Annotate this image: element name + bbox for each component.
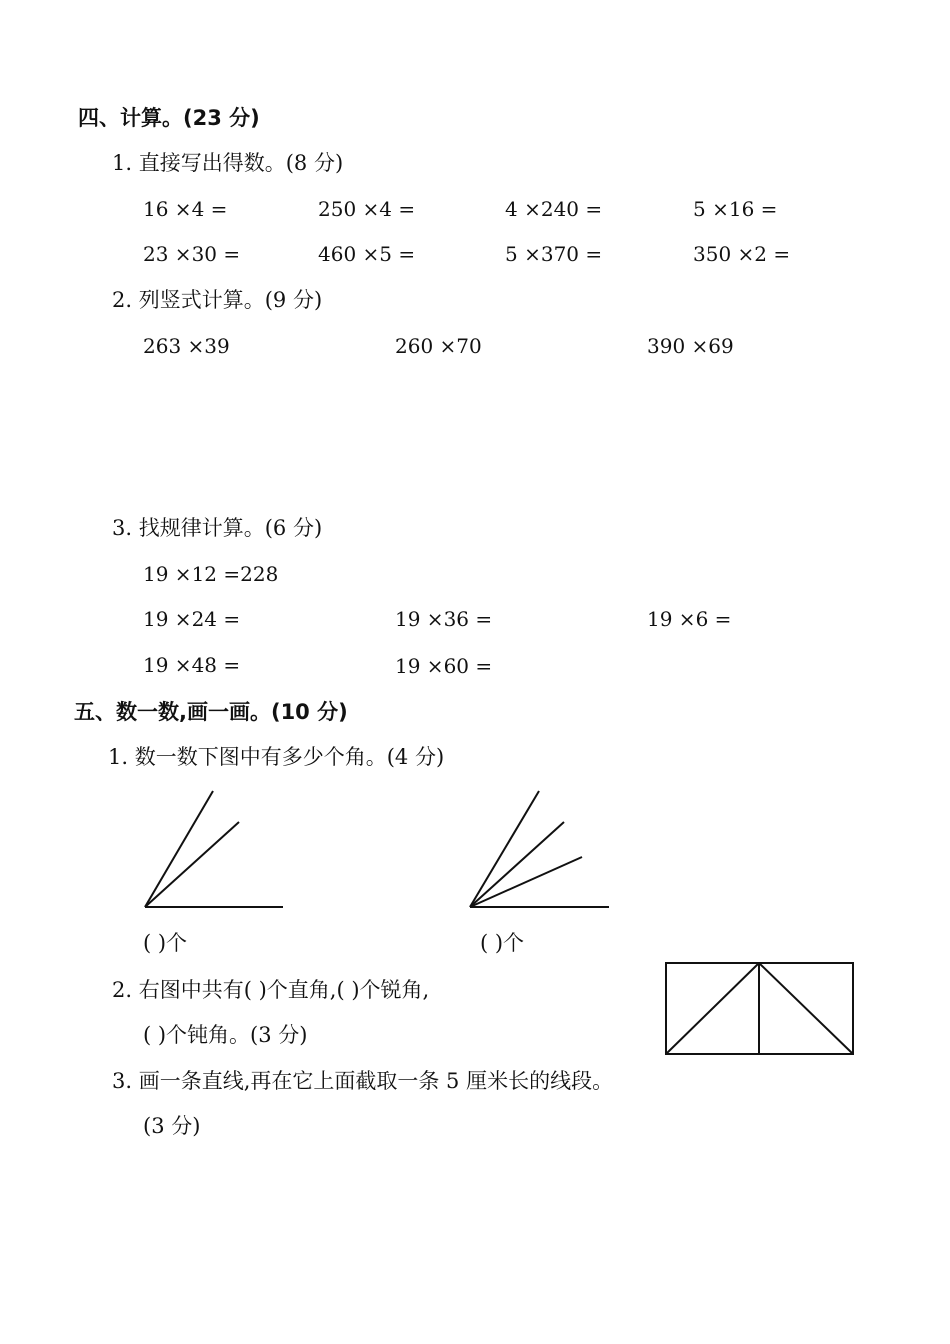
angle-ray (470, 857, 582, 907)
vertical-calc-item: 263 ×39 (143, 334, 230, 358)
section-5-title: 五、数一数,画一画。(10 分) (74, 700, 348, 724)
question-2-line-1: 2. 右图中共有( )个直角,( )个锐角, (112, 978, 430, 1002)
diagonal-line (666, 963, 759, 1054)
equation: 5 ×370 = (505, 242, 603, 266)
question-3-line-1: 3. 画一条直线,再在它上面截取一条 5 厘米长的线段。 (112, 1069, 614, 1093)
answer-blank: ( )个 (143, 931, 188, 955)
equation: 16 ×4 = (143, 197, 228, 221)
equation: 19 ×6 = (647, 607, 732, 631)
question-1-title: 1. 数一数下图中有多少个角。(4 分) (108, 745, 445, 769)
equation: 23 ×30 = (143, 242, 241, 266)
vertical-calc-item: 390 ×69 (647, 334, 734, 358)
example-equation: 19 ×12 =228 (143, 562, 279, 586)
equation: 19 ×48 = (143, 653, 241, 677)
angle-figure-1 (145, 791, 283, 907)
question-1-title: 1. 直接写出得数。(8 分) (112, 151, 344, 175)
angle-ray (145, 822, 239, 907)
question-2-title: 2. 列竖式计算。(9 分) (112, 288, 323, 312)
equation: 250 ×4 = (318, 197, 416, 221)
question-3-title: 3. 找规律计算。(6 分) (112, 516, 323, 540)
vertical-calc-item: 260 ×70 (395, 334, 482, 358)
angle-figure-2 (470, 791, 609, 907)
section-4-title: 四、计算。(23 分) (78, 106, 260, 130)
diagonal-line (759, 963, 853, 1054)
question-3-line-2: (3 分) (143, 1114, 201, 1138)
equation: 350 ×2 = (693, 242, 791, 266)
equation: 19 ×36 = (395, 607, 493, 631)
answer-blank: ( )个 (480, 931, 525, 955)
equation: 19 ×60 = (395, 654, 493, 678)
angle-ray (470, 822, 564, 907)
angle-ray (470, 791, 539, 907)
equation: 460 ×5 = (318, 242, 416, 266)
rectangle-triangle-figure (666, 963, 853, 1054)
equation: 4 ×240 = (505, 197, 603, 221)
equation: 19 ×24 = (143, 607, 241, 631)
question-2-line-2: ( )个钝角。(3 分) (143, 1023, 308, 1047)
equation: 5 ×16 = (693, 197, 778, 221)
angle-ray (145, 791, 213, 907)
